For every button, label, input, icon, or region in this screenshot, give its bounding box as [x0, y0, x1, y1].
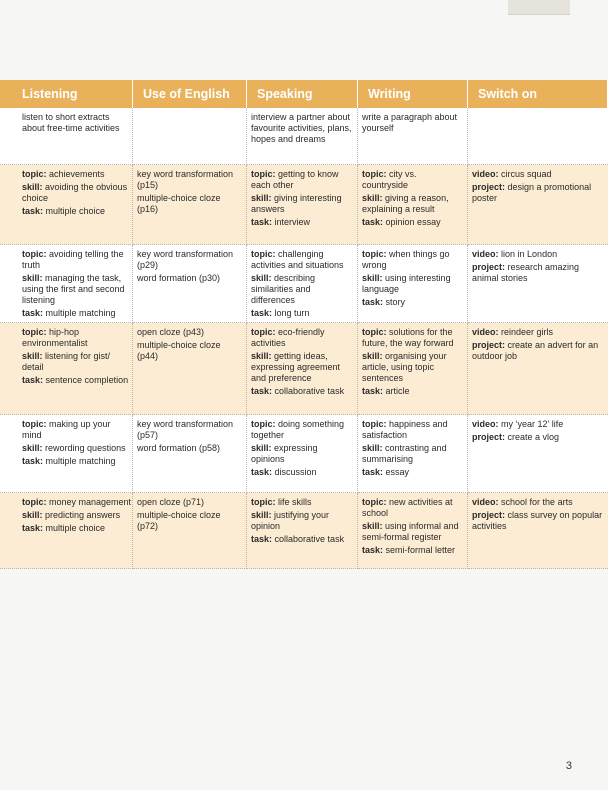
item-label: skill:	[251, 510, 272, 520]
cell-item	[251, 443, 353, 465]
item-text: key word transformation (p29)	[137, 249, 234, 270]
item-label: task:	[22, 206, 44, 216]
item-label: topic:	[22, 497, 47, 507]
item-text: getting ideas, expressing agreement and preference	[251, 351, 341, 383]
cell-item	[472, 432, 604, 443]
cell-item	[362, 521, 463, 543]
item-text: listening for gist/ detail	[22, 351, 111, 372]
item-text: contrasting and summarising	[362, 443, 447, 464]
cell-item	[362, 249, 463, 271]
contents-table	[0, 80, 608, 569]
item-label: task:	[362, 217, 384, 227]
item-text: write a paragraph about yourself	[362, 112, 458, 133]
item-text: money management	[49, 497, 132, 507]
header-use-of-english: Use of English	[133, 80, 247, 108]
cell-item	[362, 497, 463, 519]
item-text: story	[385, 297, 406, 307]
cell-use-of-english-row-5	[133, 415, 247, 493]
item-text: research amazing animal stories	[472, 262, 580, 283]
cell-item	[362, 467, 463, 478]
cell-item	[137, 249, 242, 271]
item-label: project:	[472, 262, 506, 272]
cell-item	[22, 497, 132, 508]
item-label: task:	[362, 545, 384, 555]
cell-item	[251, 534, 353, 545]
cell-use-of-english-row-3	[133, 245, 247, 323]
cell-item	[22, 375, 132, 386]
item-text: collaborative task	[274, 386, 345, 396]
header-speaking: Speaking	[247, 80, 358, 108]
item-text: sentence completion	[45, 375, 129, 385]
cell-speaking-row-2	[247, 165, 358, 245]
cell-item	[472, 262, 604, 284]
item-text: rewording questions	[45, 443, 126, 453]
cell-item	[362, 273, 463, 295]
cell-item	[22, 351, 132, 373]
item-text: word formation (p30)	[137, 273, 221, 283]
item-label: skill:	[362, 443, 383, 453]
cell-switch-on-row-5	[468, 415, 608, 493]
item-text: discussion	[274, 467, 317, 477]
item-label: skill:	[362, 193, 383, 203]
cell-item	[22, 206, 132, 217]
cell-item	[22, 273, 132, 306]
item-label: video:	[472, 249, 499, 259]
cell-item	[251, 419, 353, 441]
item-text: giving interesting answers	[251, 193, 342, 214]
cell-item	[251, 386, 353, 397]
item-label: task:	[22, 375, 44, 385]
item-text: school for the arts	[501, 497, 573, 507]
item-label: skill:	[251, 273, 272, 283]
item-label: task:	[251, 467, 273, 477]
item-label: task:	[362, 297, 384, 307]
cell-item	[22, 510, 132, 521]
item-text: organising your article, using topic sentences	[362, 351, 447, 383]
item-text: create an advert for an outdoor job	[472, 340, 599, 361]
cell-item	[137, 193, 242, 215]
item-label: task:	[251, 534, 273, 544]
item-text: challenging activities and situations	[251, 249, 344, 270]
page-number: 3	[565, 760, 572, 772]
item-label: topic:	[22, 249, 47, 259]
cell-item	[251, 193, 353, 215]
cell-writing-row-2	[358, 165, 468, 245]
item-label: video:	[472, 419, 499, 429]
item-label: skill:	[22, 510, 43, 520]
cell-item	[137, 169, 242, 191]
item-label: skill:	[362, 273, 383, 283]
item-text: interview a partner about favourite activities, plans, hopes and dreams	[251, 112, 352, 144]
item-text: solutions for the future, the way forward	[362, 327, 454, 348]
item-text: using informal and semi-formal register	[362, 521, 459, 542]
cell-writing-row-3	[358, 245, 468, 323]
item-text: my ‘year 12’ life	[501, 419, 564, 429]
item-text: multiple-choice cloze (p16)	[137, 193, 221, 214]
cell-item	[472, 182, 604, 204]
header-writing: Writing	[358, 80, 468, 108]
item-text: listen to short extracts about free-time activities	[22, 112, 120, 133]
item-label: skill:	[22, 182, 43, 192]
item-label: project:	[472, 340, 506, 350]
item-text: happiness and satisfaction	[362, 419, 448, 440]
item-text: key word transformation (p57)	[137, 419, 234, 440]
item-text: predicting answers	[45, 510, 121, 520]
item-label: task:	[251, 217, 273, 227]
item-text: life skills	[278, 497, 312, 507]
item-label: task:	[251, 386, 273, 396]
cell-listening-row-2	[0, 165, 133, 245]
cell-item	[362, 386, 463, 397]
cell-item	[251, 497, 353, 508]
cell-item	[362, 297, 463, 308]
cell-listening-row-1	[0, 108, 133, 165]
item-label: topic:	[251, 169, 276, 179]
item-text: create a vlog	[507, 432, 560, 442]
item-label: skill:	[251, 193, 272, 203]
item-text: long turn	[274, 308, 310, 318]
cell-switch-on-row-6	[468, 493, 608, 569]
cell-switch-on-row-2	[468, 165, 608, 245]
item-text: justifying your opinion	[251, 510, 330, 531]
item-label: video:	[472, 327, 499, 337]
cell-speaking-row-4	[247, 323, 358, 415]
item-text: managing the task, using the first and second listening	[22, 273, 125, 305]
cell-item	[137, 497, 242, 508]
cell-switch-on-row-3	[468, 245, 608, 323]
cell-item	[472, 327, 604, 338]
item-text: lion in London	[501, 249, 558, 259]
header-listening: Listening	[0, 80, 133, 108]
cell-item	[251, 327, 353, 349]
item-label: project:	[472, 182, 506, 192]
cell-item	[22, 523, 132, 534]
cell-speaking-row-3	[247, 245, 358, 323]
cell-speaking-row-1	[247, 108, 358, 165]
item-text: hip-hop environmentalist	[22, 327, 88, 348]
item-label: topic:	[362, 419, 387, 429]
cell-item	[137, 443, 242, 454]
item-label: task:	[362, 386, 384, 396]
cell-item	[22, 182, 132, 204]
item-label: topic:	[362, 327, 387, 337]
item-text: class survey on popular activities	[472, 510, 603, 531]
item-label: task:	[22, 523, 44, 533]
cell-item	[362, 443, 463, 465]
item-text: semi-formal letter	[385, 545, 456, 555]
item-text: word formation (p58)	[137, 443, 221, 453]
cell-item	[137, 273, 242, 284]
item-label: skill:	[22, 273, 43, 283]
cell-speaking-row-6	[247, 493, 358, 569]
cell-writing-row-6	[358, 493, 468, 569]
cell-item	[251, 217, 353, 228]
item-text: achievements	[49, 169, 105, 179]
cell-listening-row-3	[0, 245, 133, 323]
item-text: describing similarities and differences	[251, 273, 316, 305]
item-text: design a promotional poster	[472, 182, 592, 203]
item-text: key word transformation (p15)	[137, 169, 234, 190]
cell-item	[251, 249, 353, 271]
cell-item	[251, 273, 353, 306]
item-text: city vs. countryside	[362, 169, 417, 190]
cell-item	[362, 217, 463, 228]
cell-item	[22, 327, 132, 349]
item-label: skill:	[362, 351, 383, 361]
cell-item	[472, 340, 604, 362]
item-text: circus squad	[501, 169, 552, 179]
cell-item	[137, 510, 242, 532]
item-label: topic:	[22, 327, 47, 337]
item-label: task:	[22, 308, 44, 318]
item-label: task:	[251, 308, 273, 318]
cell-item	[362, 419, 463, 441]
item-text: interview	[274, 217, 311, 227]
item-label: skill:	[22, 351, 43, 361]
item-label: project:	[472, 432, 506, 442]
cell-item	[137, 340, 242, 362]
item-text: multiple choice	[45, 523, 106, 533]
item-label: task:	[362, 467, 384, 477]
cell-item	[472, 249, 604, 260]
cell-item	[22, 169, 132, 180]
cell-switch-on-row-4	[468, 323, 608, 415]
item-text: expressing opinions	[251, 443, 318, 464]
cell-item	[362, 112, 463, 134]
cell-item	[472, 497, 604, 508]
item-text: open cloze (p43)	[137, 327, 205, 337]
item-label: task:	[22, 456, 44, 466]
cell-item	[472, 169, 604, 180]
item-label: topic:	[251, 249, 276, 259]
item-text: multiple-choice cloze (p44)	[137, 340, 221, 361]
item-text: eco-friendly activities	[251, 327, 325, 348]
cell-writing-row-5	[358, 415, 468, 493]
item-label: project:	[472, 510, 506, 520]
cell-item	[362, 545, 463, 556]
item-label: topic:	[251, 497, 276, 507]
item-text: multiple matching	[45, 308, 116, 318]
item-label: topic:	[22, 169, 47, 179]
item-label: topic:	[362, 497, 387, 507]
cell-switch-on-row-1	[468, 108, 608, 165]
item-text: open cloze (p71)	[137, 497, 205, 507]
cell-item	[137, 327, 242, 338]
item-text: essay	[385, 467, 410, 477]
cell-listening-row-5	[0, 415, 133, 493]
item-label: topic:	[251, 327, 276, 337]
item-label: topic:	[362, 169, 387, 179]
cell-item	[22, 443, 132, 454]
item-text: avoiding telling the truth	[22, 249, 124, 270]
cell-writing-row-1	[358, 108, 468, 165]
cell-item	[22, 308, 132, 319]
item-text: getting to know each other	[251, 169, 339, 190]
cell-item	[22, 456, 132, 467]
item-text: using interesting language	[362, 273, 451, 294]
cell-item	[251, 308, 353, 319]
cell-item	[22, 249, 132, 271]
item-label: skill:	[251, 351, 272, 361]
cell-item	[22, 112, 132, 134]
item-text: avoiding the obvious choice	[22, 182, 128, 203]
cell-item	[251, 510, 353, 532]
cell-item	[22, 419, 132, 441]
cell-writing-row-4	[358, 323, 468, 415]
page-corner-tab	[508, 0, 570, 15]
cell-use-of-english-row-6	[133, 493, 247, 569]
cell-item	[472, 419, 604, 430]
item-label: video:	[472, 497, 499, 507]
cell-listening-row-6	[0, 493, 133, 569]
item-text: multiple choice	[45, 206, 106, 216]
cell-item	[362, 351, 463, 384]
item-label: skill:	[362, 521, 383, 531]
item-text: opinion essay	[385, 217, 441, 227]
cell-item	[362, 193, 463, 215]
item-label: skill:	[251, 443, 272, 453]
cell-item	[251, 112, 353, 145]
item-label: skill:	[22, 443, 43, 453]
item-text: multiple matching	[45, 456, 116, 466]
item-label: topic:	[251, 419, 276, 429]
item-text: collaborative task	[274, 534, 345, 544]
item-label: topic:	[362, 249, 387, 259]
item-label: topic:	[22, 419, 47, 429]
cell-item	[251, 467, 353, 478]
cell-listening-row-4	[0, 323, 133, 415]
cell-item	[251, 351, 353, 384]
item-text: new activities at school	[362, 497, 453, 518]
item-text: multiple-choice cloze (p72)	[137, 510, 221, 531]
cell-item	[251, 169, 353, 191]
cell-item	[137, 419, 242, 441]
item-text: doing something together	[251, 419, 345, 440]
cell-use-of-english-row-4	[133, 323, 247, 415]
item-text: article	[385, 386, 410, 396]
cell-use-of-english-row-2	[133, 165, 247, 245]
cell-speaking-row-5	[247, 415, 358, 493]
item-label: video:	[472, 169, 499, 179]
header-switch-on: Switch on	[468, 80, 608, 108]
item-text: making up your mind	[22, 419, 111, 440]
item-text: giving a reason, explaining a result	[362, 193, 449, 214]
cell-item	[472, 510, 604, 532]
cell-use-of-english-row-1	[133, 108, 247, 165]
cell-item	[362, 327, 463, 349]
item-text: when things go wrong	[362, 249, 450, 270]
item-text: reindeer girls	[501, 327, 554, 337]
cell-item	[362, 169, 463, 191]
